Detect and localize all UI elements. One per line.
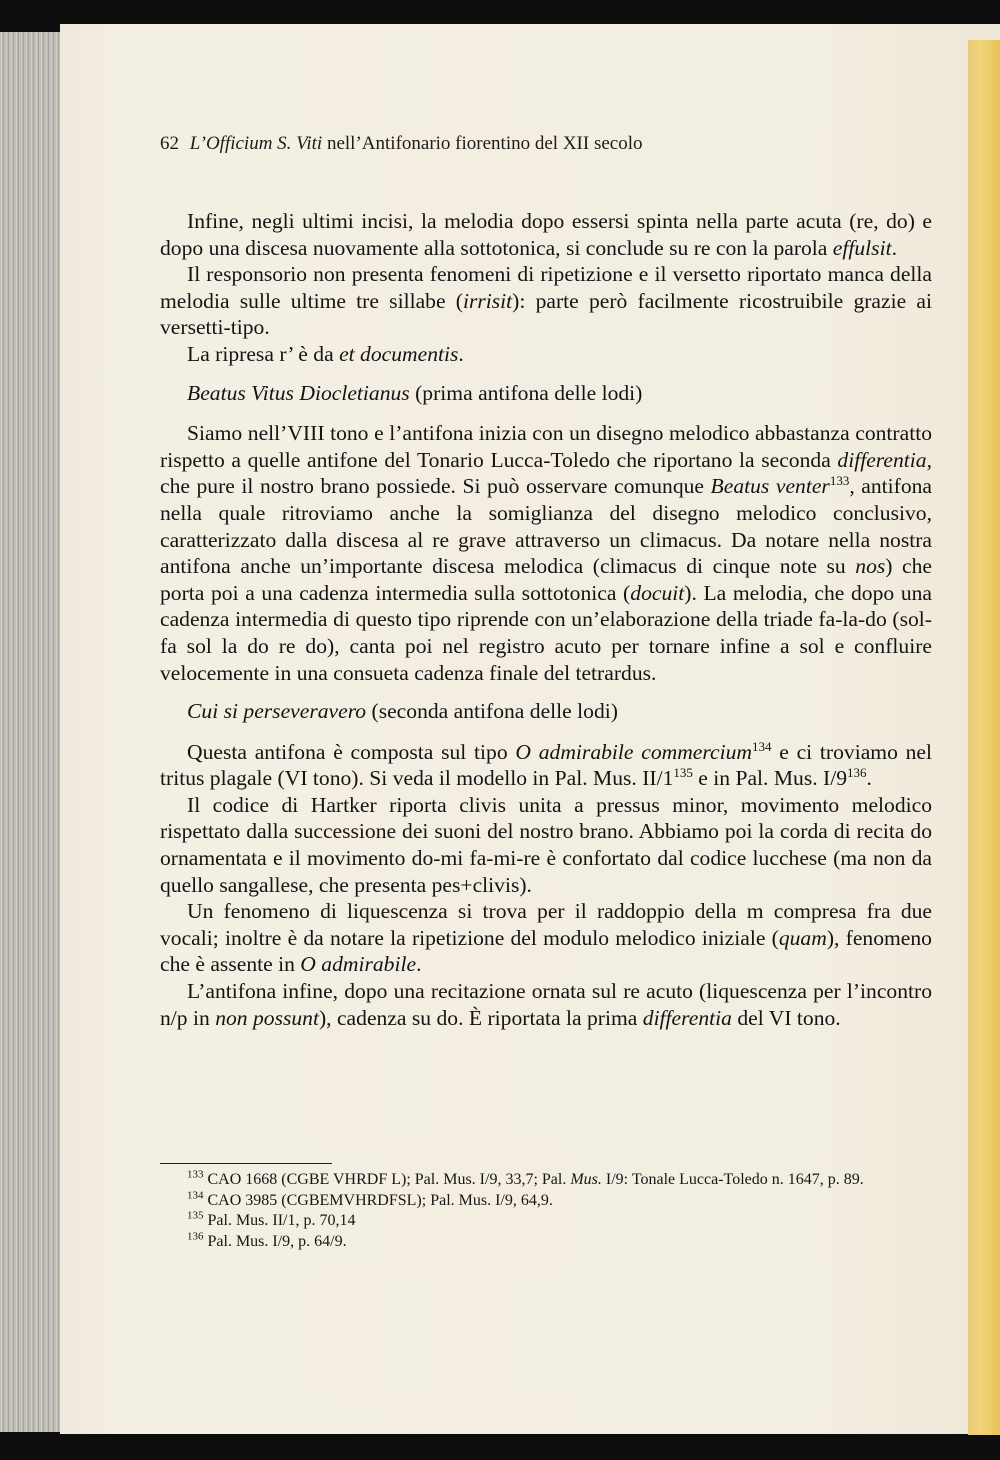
book-page-edges	[0, 32, 64, 1432]
header-title-rest: nell’Antifonario fiorentino del XII secolo	[322, 133, 643, 154]
footnote-ref-135: 135	[673, 765, 693, 781]
section-title-beatus-vitus: Beatus Vitus Diocletianus (prima antifona delle lodi)	[187, 380, 643, 405]
footnote-133: $^{133}$ CAO 1668 (CGBE VHRDF L); Pal. Mus. I/9, 33,7; Pal. Mus. I/9: Tonale Lucca-Toledo n. 1647, p. 89.	[187, 1168, 864, 1188]
footnote-134: $^{134}$ CAO 3985 (CGBEMVHRDFSL); Pal. Mus. I/9, 64,9.	[187, 1189, 553, 1209]
paragraph-8: L’antifona infine, dopo una recitazione ornata sul re acuto (liquescenza per l’incontro n/p in non possunt), cadenza su do. È riportata la prima differentia del VI tono.	[160, 979, 932, 1030]
paragraph-3: La ripresa r’ è da et documentis.	[187, 341, 464, 366]
footnote-ref-136: 136	[847, 765, 867, 781]
paragraph-5: Questa antifona è composta sul tipo O admirabile commercium$^{134}$ e ci troviamo nel tritus plagale (VI tono). Si veda il modello in Pal. Mus. $II/1^{135}$ e in Pal. Mus. $I/9^{136}$.	[160, 738, 933, 791]
paragraph-7: Un fenomeno di liquescenza si trova per il raddoppio della m compresa fra due vocali; inoltre è da notare la ripetizione del modulo melodico iniziale (quam), fenomeno che è assente in O admirabile.	[160, 899, 932, 977]
footnotes	[160, 1170, 932, 1252]
paragraph-2: Il responsorio non presenta fenomeni di ripetizione e il versetto riportato manca della melodia sulle ultime tre sillabe (irrisit): parte però facilmente ricostruibile grazie ai versetti-tipo.	[160, 262, 932, 340]
book-cover-edge	[968, 40, 1000, 1435]
page-number: 62	[160, 133, 179, 154]
header-title-italic: L’Officium S. Viti	[189, 133, 323, 154]
running-header	[160, 133, 642, 155]
footnote-135: $^{135}$ Pal. Mus. II/1, p. 70,14	[187, 1209, 356, 1229]
section-title-cui-si: Cui si perseveravero (seconda antifona delle lodi)	[187, 699, 618, 724]
paragraph-4: Siamo nell’VIII tono e l’antifona inizia con un disegno melodico abbastanza contratto rispetto a quelle antifone del Tonario Lucca-Toledo che riportano la seconda differentia, che pure il nostro brano possiede. Si può osservare comunque Beatus venter$^{133}$, antifona nella quale ritroviamo anche la somiglianza del disegno melodico conclusivo, caratterizzato dalla discesa al re grave attraverso un climacus. Da notare nella nostra antifona anche un’importante discesa melodica (climacus di cinque note su nos) che porta poi a una cadenza intermedia sulla sottotonica (docuit). La melodia, che dopo una cadenza intermedia di questo tipo riprende con un’elaborazione della triade fa-la-do (sol-fa sol la do re do), canta poi nel registro acuto per tornare infine a sol e confluire velocemente in una consueta cadenza finale del tetrardus.	[160, 421, 933, 685]
main-text	[160, 208, 932, 1031]
footnote-ref-134: 134	[751, 738, 772, 754]
footnote-136: $^{136}$ Pal. Mus. I/9, p. 64/9.	[187, 1230, 347, 1250]
footnote-ref-133: 133	[829, 473, 850, 489]
footnote-separator	[160, 1163, 332, 1164]
paragraph-1: Infine, negli ultimi incisi, la melodia dopo essersi spinta nella parte acuta (re, do) e dopo una discesa nuovamente alla sottotonica, si conclude su re con la parola effulsit.	[160, 209, 932, 260]
paragraph-6: Il codice di Hartker riporta clivis unita a pressus minor, movimento melodico rispettato dalla successione dei suoni del nostro brano. Abbiamo poi la corda di recita do ornamentata e il movimento do-mi fa-mi-re è confortato dal codice lucchese (ma non da quello sangallese, che presenta pes+clivis).	[160, 792, 932, 897]
